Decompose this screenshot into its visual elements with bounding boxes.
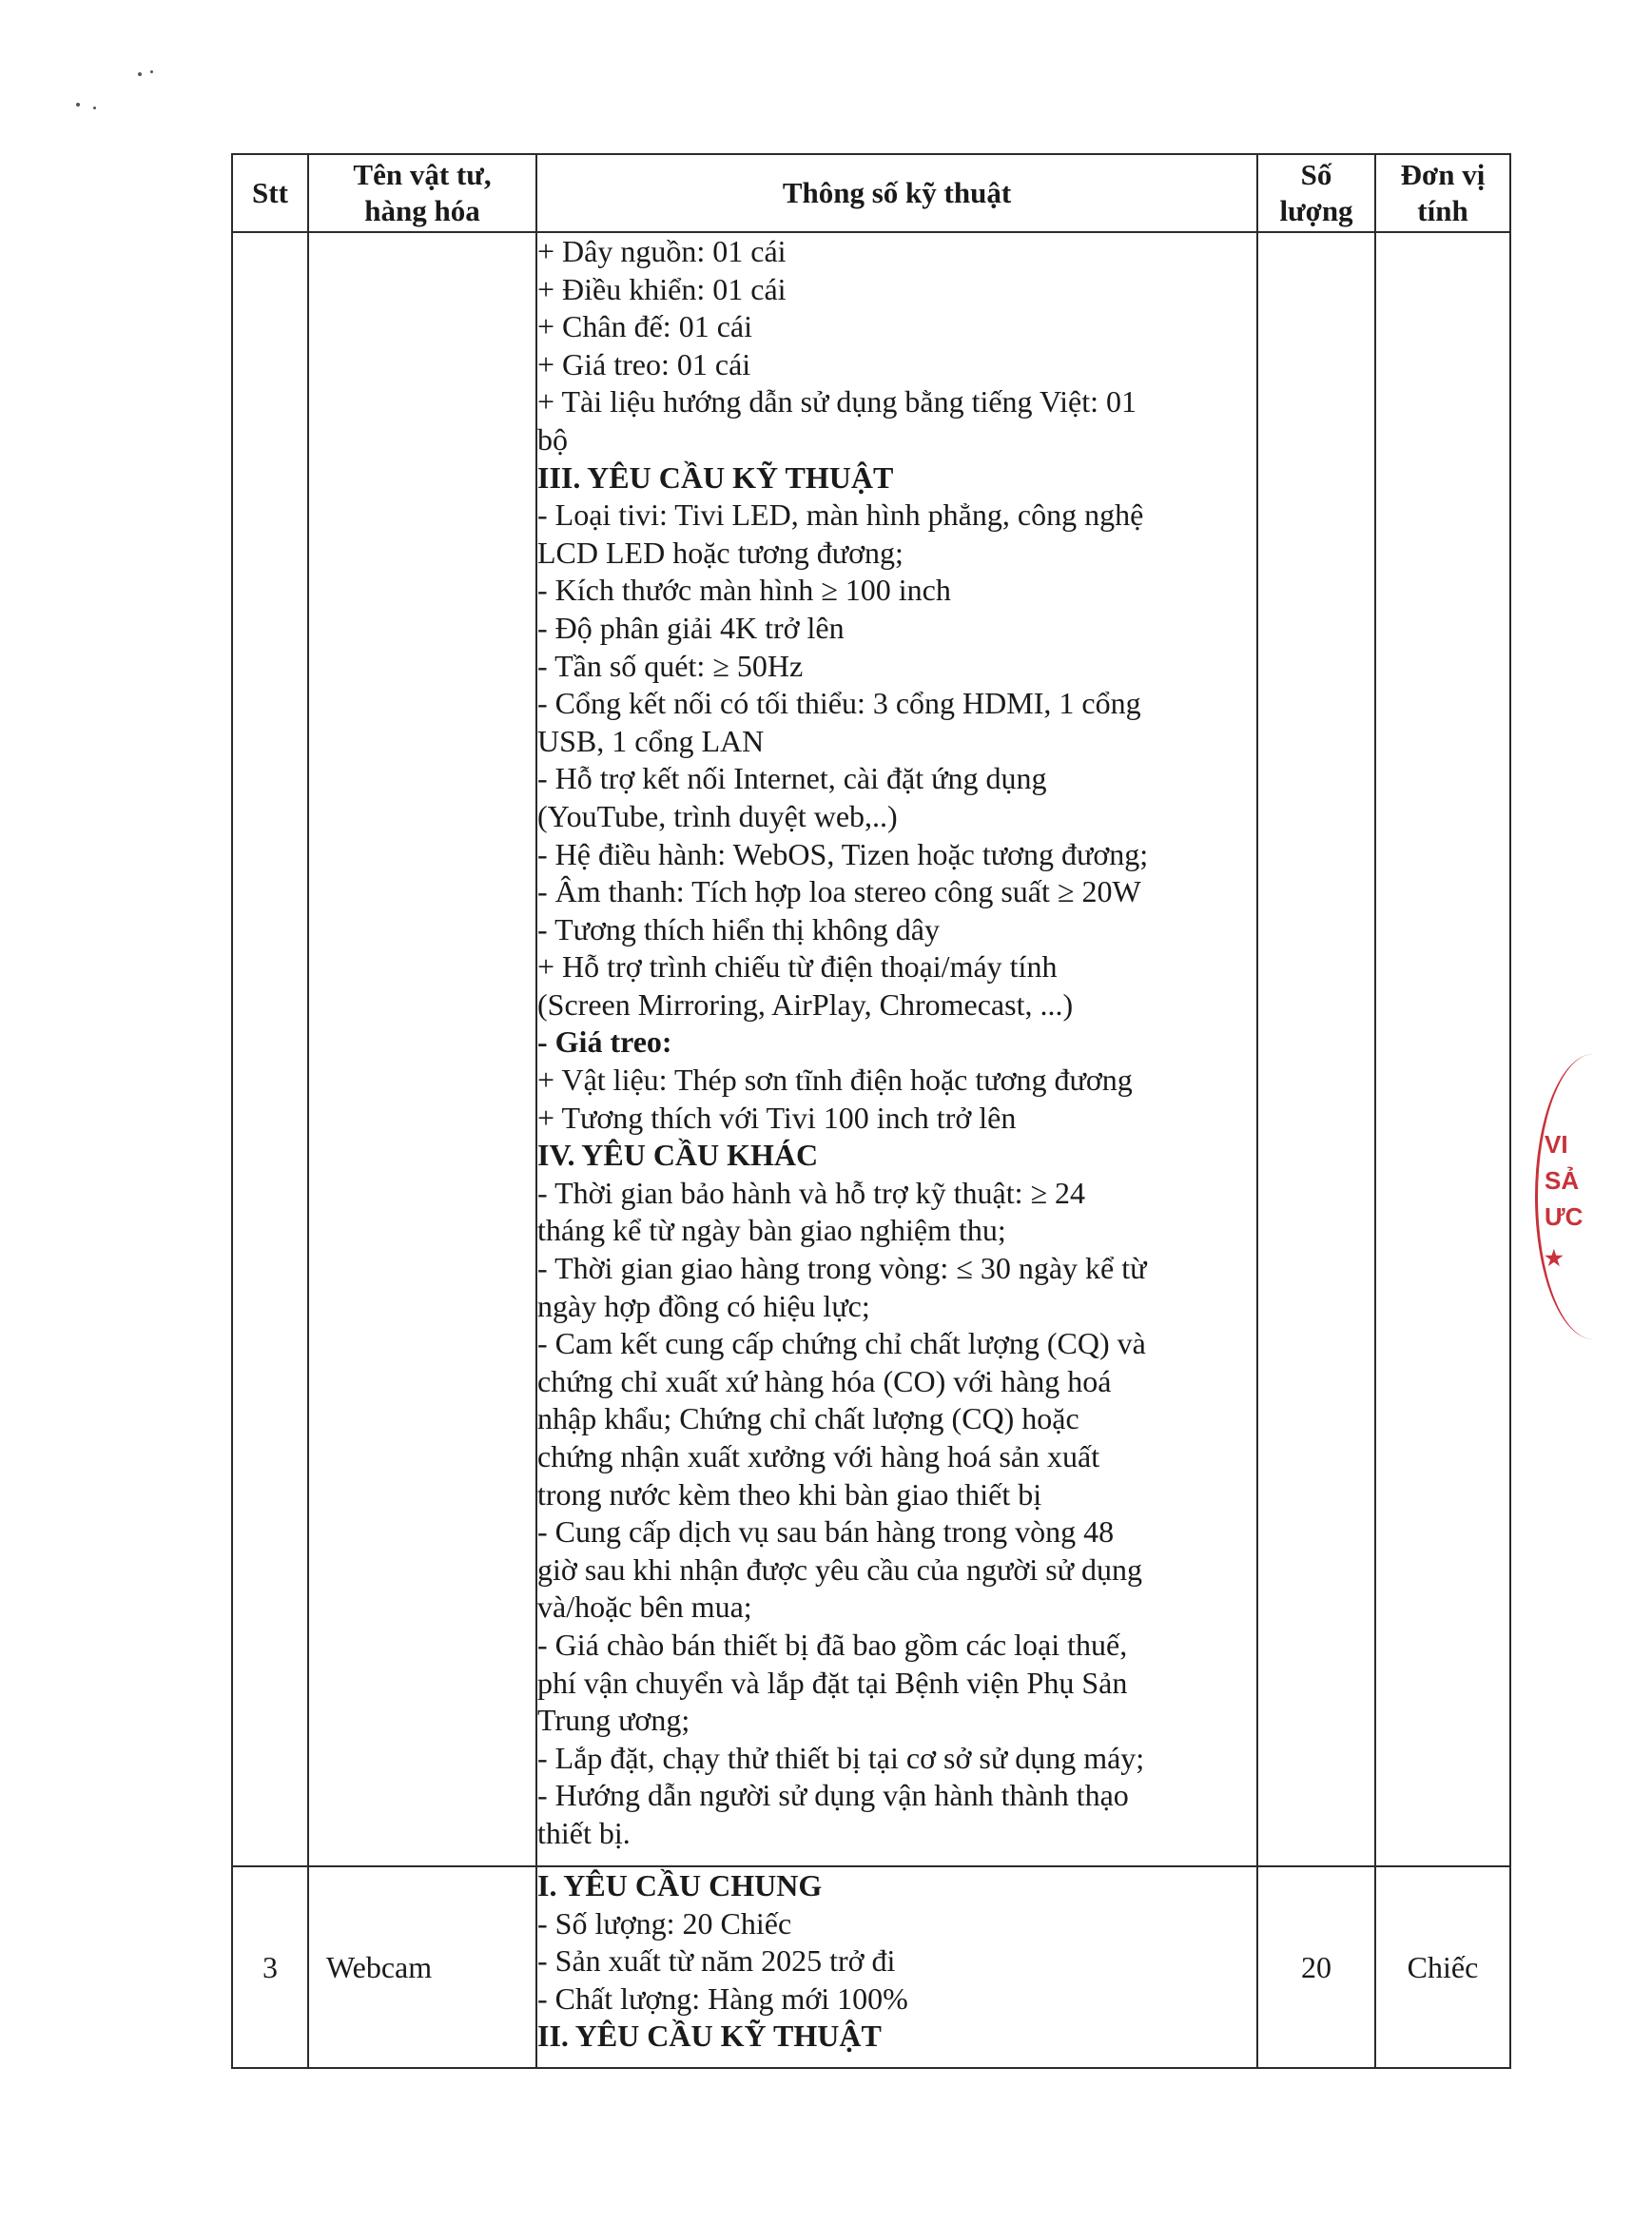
spec-line: - Độ phân giải 4K trở lên — [537, 610, 845, 645]
spec-line: bộ — [537, 421, 568, 457]
cell-unit: Chiếc — [1375, 1866, 1510, 2068]
cell-name-empty — [308, 232, 536, 1866]
spec-line: (Screen Mirroring, AirPlay, Chromecast, ...) — [537, 986, 1074, 1022]
cell-spec-continued — [536, 232, 1257, 1866]
cell-unit-empty — [1375, 232, 1510, 1866]
spec-line: - Hỗ trợ kết nối Internet, cài đặt ứng dụng — [537, 761, 1047, 796]
stamp-ring — [1535, 1054, 1652, 1339]
header-unit-line1: Đơn vị — [1400, 158, 1486, 191]
table-header-row — [232, 154, 1510, 232]
spec-line: trong nước kèm theo khi bàn giao thiết bị — [537, 1476, 1042, 1512]
table-row-continued — [232, 232, 1510, 1866]
spec-line: - Thời gian bảo hành và hỗ trợ kỹ thuật: ≥ 24 — [537, 1175, 1086, 1210]
spec-line: - Hướng dẫn người sử dụng vận hành thành thạo — [537, 1778, 1129, 1813]
spec-line: + Điều khiển: 01 cái — [537, 271, 787, 306]
spec-line: - Tần số quét: ≥ 50Hz — [537, 648, 804, 683]
spec-line: - Hệ điều hành: WebOS, Tizen hoặc tương đương; — [537, 836, 1149, 871]
spec-line: + Tài liệu hướng dẫn sử dụng bằng tiếng Việt: 01 — [537, 384, 1137, 419]
spec-line: - Tương thích hiển thị không dây — [537, 911, 940, 946]
spec-lines — [537, 233, 1256, 1853]
cell-item-name: Webcam — [308, 1866, 536, 2068]
header-stt: Stt — [232, 154, 308, 232]
cell-stt-empty — [232, 232, 308, 1866]
spec-line: phí vận chuyển và lắp đặt tại Bệnh viện Phụ Sản — [537, 1665, 1128, 1700]
scan-speck — [150, 70, 153, 73]
spec-section-heading: IV. YÊU CẦU KHÁC — [537, 1138, 819, 1173]
spec-line: - Kích thước màn hình ≥ 100 inch — [537, 573, 951, 608]
header-quantity-line1: Số — [1300, 158, 1332, 191]
header-spec: Thông số kỹ thuật — [536, 154, 1257, 232]
stamp-text-2: SẢ — [1545, 1166, 1580, 1195]
header-item-name-line1: Tên vật tư, — [353, 158, 492, 191]
spec-line: + Giá treo: 01 cái — [537, 346, 751, 381]
spec-line: - Lắp đặt, chạy thử thiết bị tại cơ sở sử dụng máy; — [537, 1740, 1145, 1775]
cell-stt: 3 — [232, 1866, 308, 2068]
spec-line: - Cam kết cung cấp chứng chỉ chất lượng (CQ) và — [537, 1326, 1146, 1361]
spec-line: và/hoặc bên mua; — [537, 1590, 752, 1625]
spec-section-heading: - Giá treo: — [537, 1024, 672, 1060]
spec-line: - Âm thanh: Tích hợp loa stereo công suất ≥ 20W — [537, 874, 1141, 909]
spec-line: + Dây nguồn: 01 cái — [537, 234, 787, 268]
technical-spec-table — [231, 153, 1511, 2069]
stamp-text-3: ƯC — [1545, 1202, 1584, 1231]
header-unit — [1375, 154, 1510, 232]
header-item-name — [308, 154, 536, 232]
scan-speck — [76, 103, 80, 107]
star-icon: ★ — [1545, 1246, 1564, 1270]
spec-line: ngày hợp đồng có hiệu lực; — [537, 1288, 870, 1323]
red-stamp-fragment — [1526, 1054, 1584, 1339]
spec-line: + Hỗ trợ trình chiếu từ điện thoại/máy tính — [537, 949, 1058, 985]
spec-line: - Số lượng: 20 Chiếc — [537, 1905, 792, 1941]
spec-line: tháng kể từ ngày bàn giao nghiệm thu; — [537, 1213, 1006, 1248]
spec-line: nhập khẩu; Chứng chỉ chất lượng (CQ) hoặc — [537, 1401, 1079, 1436]
cell-spec-webcam — [536, 1866, 1257, 2068]
table-row-webcam — [232, 1866, 1510, 2068]
stamp-text-1: VI — [1545, 1130, 1568, 1159]
spec-line: - Cổng kết nối có tối thiểu: 3 cổng HDMI, 1 cổng — [537, 686, 1141, 721]
spec-line: + Chân đế: 01 cái — [537, 309, 752, 344]
spec-section-heading: III. YÊU CẦU KỸ THUẬT — [537, 459, 894, 495]
spec-line: + Tương thích với Tivi 100 inch trở lên — [537, 1100, 1017, 1135]
spec-line: (YouTube, trình duyệt web,..) — [537, 798, 898, 833]
cell-qty-empty — [1257, 232, 1375, 1866]
spec-line: - Thời gian giao hàng trong vòng: ≤ 30 ngày kể từ — [537, 1251, 1147, 1286]
header-unit-line2: tính — [1417, 194, 1468, 227]
spec-line: - Chất lượng: Hàng mới 100% — [537, 1980, 908, 2016]
spec-line: USB, 1 cổng LAN — [537, 723, 765, 758]
spec-line: - Giá chào bán thiết bị đã bao gồm các loại thuế, — [537, 1627, 1128, 1662]
cell-quantity: 20 — [1257, 1866, 1375, 2068]
spec-line: + Vật liệu: Thép sơn tĩnh điện hoặc tương đương — [537, 1063, 1133, 1098]
spec-section-heading: II. YÊU CẦU KỸ THUẬT — [537, 2019, 882, 2054]
spec-lines — [537, 1867, 1256, 2056]
scan-speck — [93, 107, 96, 109]
spec-line: - Loại tivi: Tivi LED, màn hình phẳng, công nghệ — [537, 497, 1144, 533]
header-item-name-line2: hàng hóa — [364, 194, 480, 227]
spec-line: Trung ương; — [537, 1703, 690, 1738]
header-quantity — [1257, 154, 1375, 232]
spec-line: LCD LED hoặc tương đương; — [537, 535, 904, 570]
spec-section-heading: I. YÊU CẦU CHUNG — [537, 1868, 823, 1902]
spec-line: chứng nhận xuất xưởng với hàng hoá sản xuất — [537, 1439, 1100, 1473]
spec-line: - Sản xuất từ năm 2025 trở đi — [537, 1943, 896, 1979]
header-quantity-line2: lượng — [1279, 194, 1353, 227]
scan-speck — [138, 72, 142, 76]
spec-line: - Cung cấp dịch vụ sau bán hàng trong vòng 48 — [537, 1514, 1115, 1550]
spec-line: chứng chỉ xuất xứ hàng hóa (CO) với hàng hoá — [537, 1363, 1112, 1398]
spec-line: thiết bị. — [537, 1815, 631, 1850]
spec-line: giờ sau khi nhận được yêu cầu của người sử dụng — [537, 1551, 1142, 1587]
